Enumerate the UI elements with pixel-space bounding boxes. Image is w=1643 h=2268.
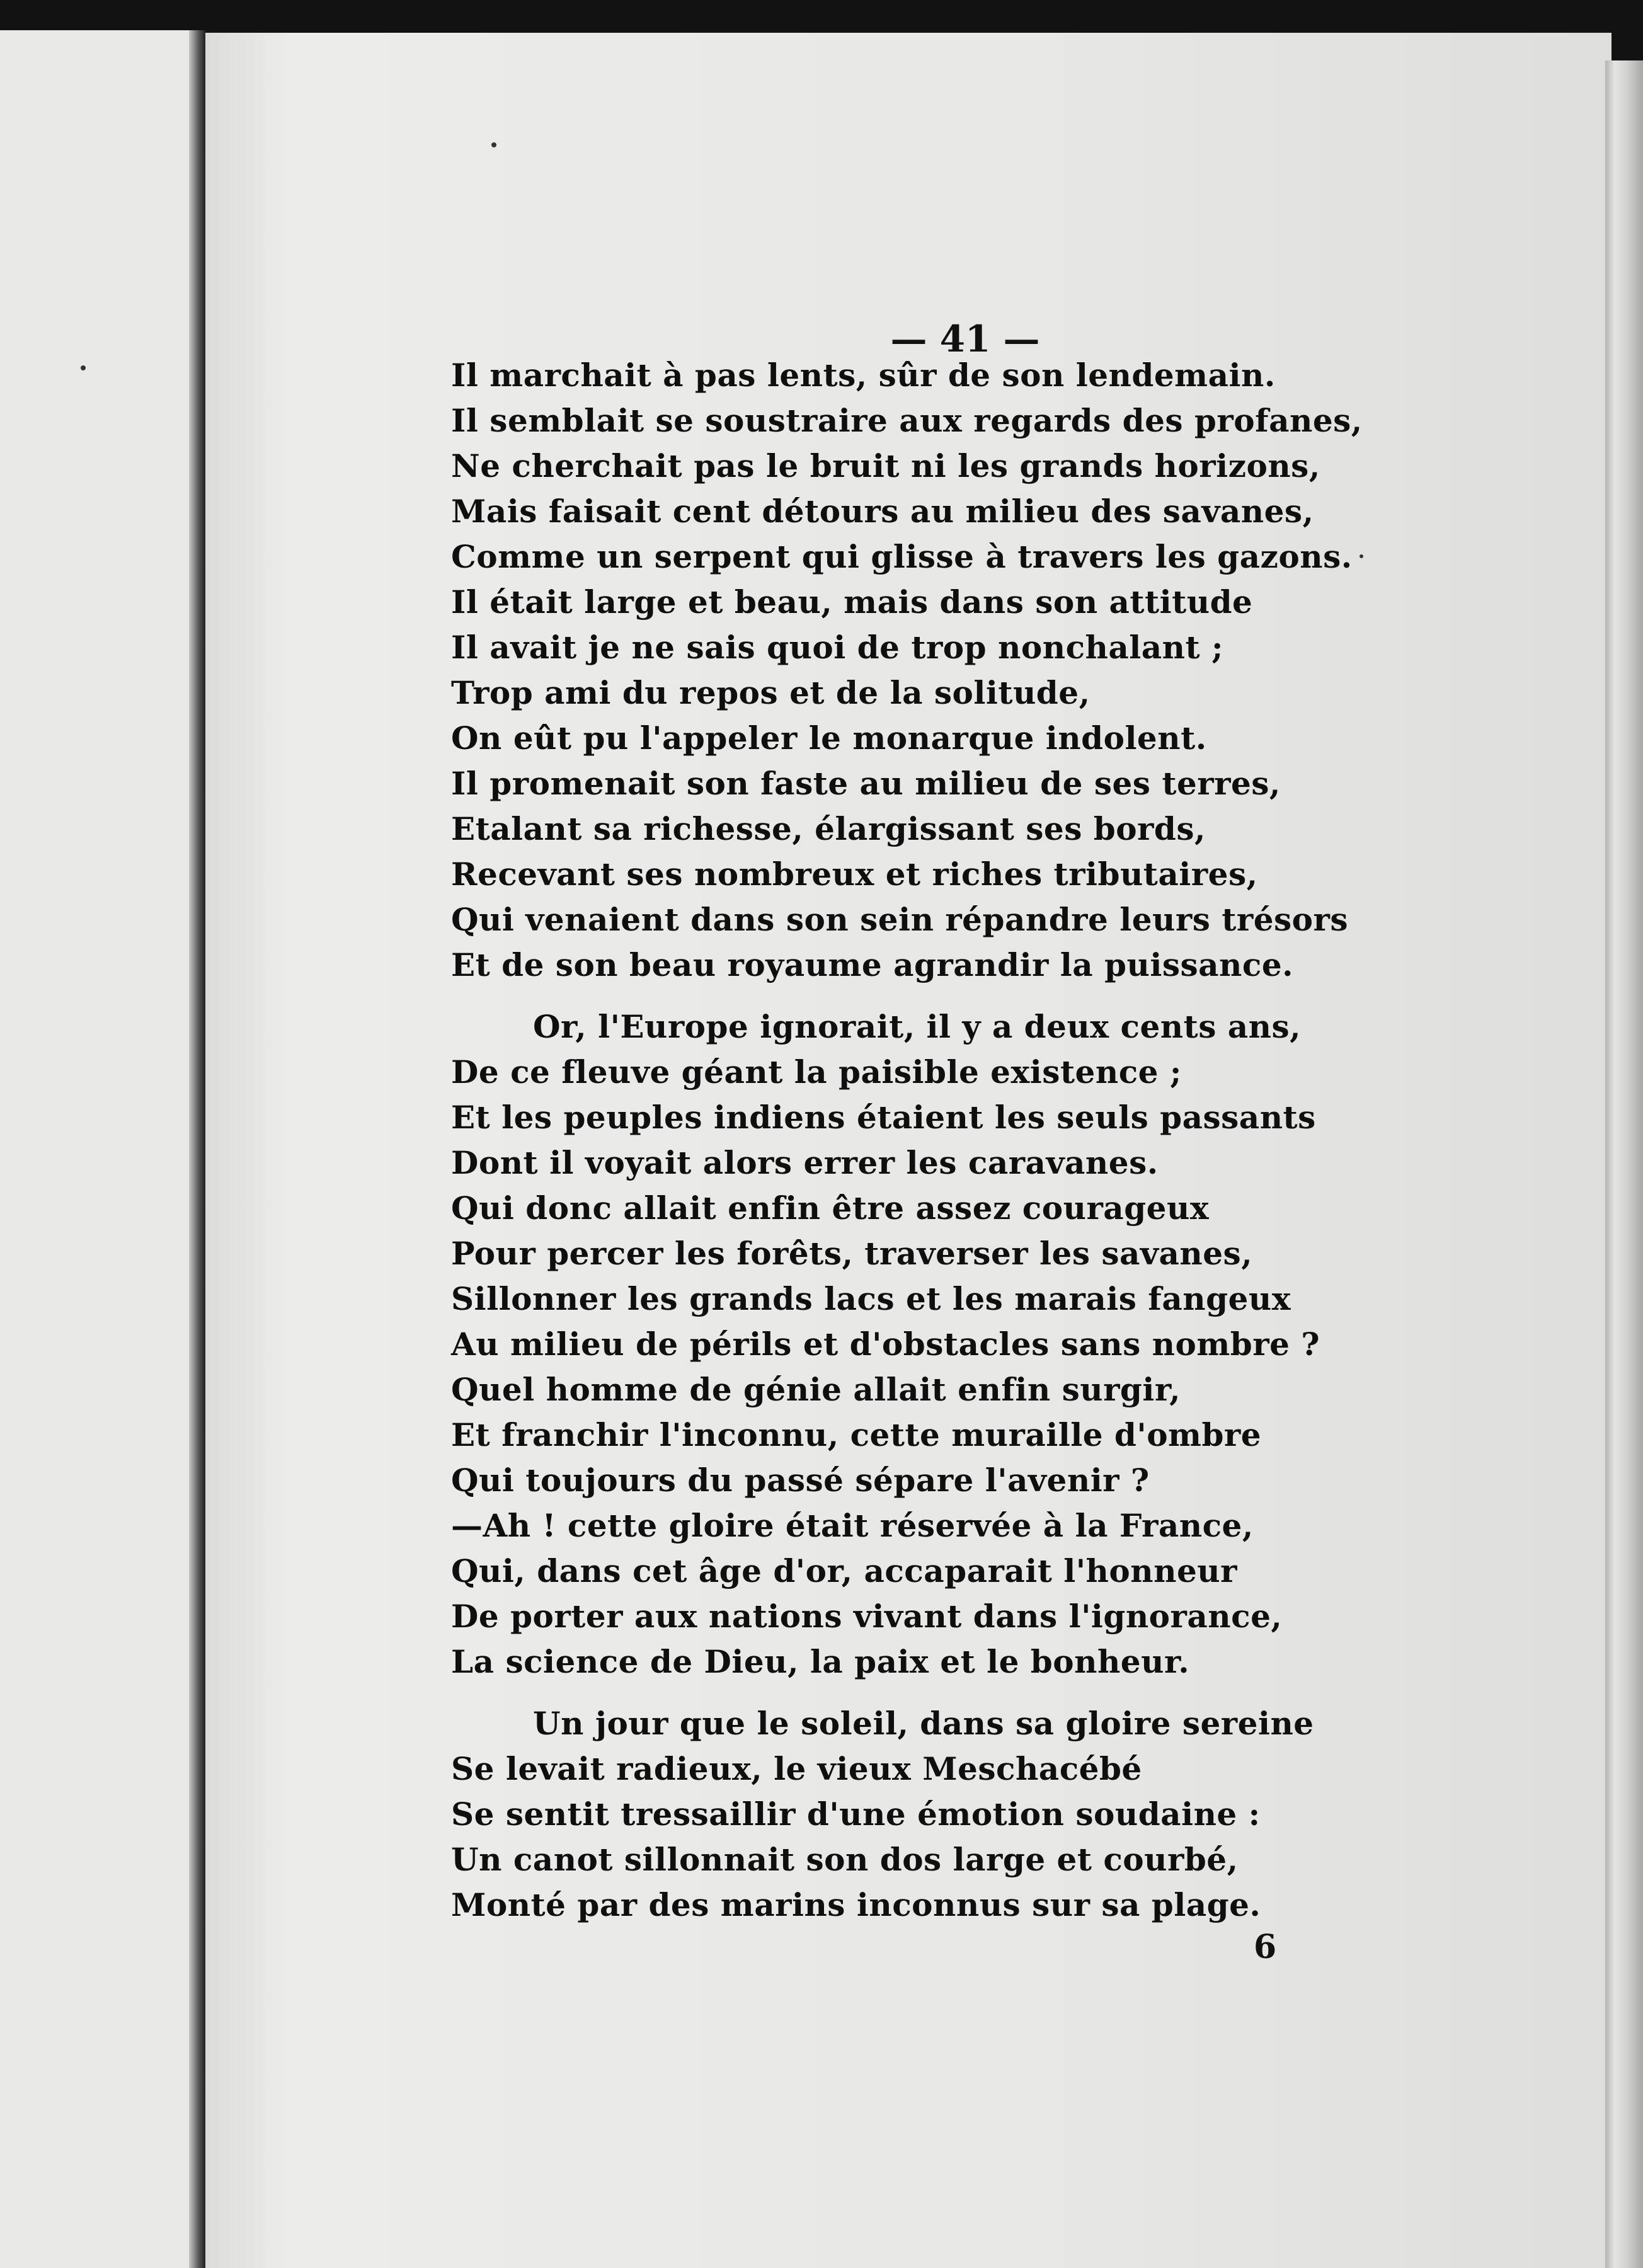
poem-line: Il avait je ne sais quoi de trop nonchalant ; bbox=[451, 629, 1223, 666]
poem-line: Qui, dans cet âge d'or, accaparait l'honneur bbox=[451, 1552, 1237, 1589]
poem-line: Qui donc allait enfin être assez courageux bbox=[451, 1189, 1210, 1227]
poem-line: Se sentit tressaillir d'une émotion soudaine : bbox=[451, 1796, 1261, 1833]
page-stack-edge bbox=[1605, 60, 1643, 2268]
poem-line: —Ah ! cette gloire était réservée à la France, bbox=[451, 1507, 1254, 1544]
poem-line: Qui toujours du passé sépare l'avenir ? bbox=[451, 1462, 1150, 1499]
previous-page-edge bbox=[0, 30, 197, 2268]
poem-line: Monté par des marins inconnus sur sa plage. bbox=[451, 1886, 1261, 1923]
poem-line: Un jour que le soleil, dans sa gloire sereine bbox=[533, 1705, 1314, 1742]
stanza-break bbox=[451, 1685, 1472, 1701]
ink-speck bbox=[1360, 554, 1363, 558]
poem-line: Mais faisait cent détours au milieu des savanes, bbox=[451, 493, 1314, 530]
poem-line: Trop ami du repos et de la solitude, bbox=[451, 674, 1091, 711]
poem-line: Dont il voyait alors errer les caravanes. bbox=[451, 1144, 1159, 1181]
stanza-1 bbox=[451, 353, 1472, 988]
poem-line: Sillonner les grands lacs et les marais fangeux bbox=[451, 1280, 1291, 1317]
poem-line: On eût pu l'appeler le monarque indolent. bbox=[451, 719, 1207, 757]
poem-line: Et de son beau royaume agrandir la puissance. bbox=[451, 946, 1294, 983]
poem-line: Et les peuples indiens étaient les seuls passants bbox=[451, 1099, 1316, 1136]
poem-line: Pour percer les forêts, traverser les savanes, bbox=[451, 1235, 1253, 1272]
poem-line: Or, l'Europe ignorait, il y a deux cents ans, bbox=[533, 1008, 1302, 1045]
poem-line: Qui venaient dans son sein répandre leurs trésors bbox=[451, 901, 1349, 938]
poem-line: Et franchir l'inconnu, cette muraille d'ombre bbox=[451, 1416, 1262, 1453]
poem-line: Un canot sillonnait son dos large et courbé, bbox=[451, 1841, 1239, 1878]
poem-line: De porter aux nations vivant dans l'ignorance, bbox=[451, 1598, 1283, 1635]
poem-line: Il était large et beau, mais dans son attitude bbox=[451, 583, 1253, 621]
ink-speck bbox=[491, 142, 496, 147]
stanza-3 bbox=[451, 1701, 1472, 1928]
stanza-2 bbox=[451, 1004, 1472, 1685]
ink-speck bbox=[81, 365, 86, 370]
poem-line: Se levait radieux, le vieux Meschacébé bbox=[451, 1750, 1142, 1787]
poem-body bbox=[451, 353, 1472, 1928]
poem-line: Au milieu de périls et d'obstacles sans nombre ? bbox=[451, 1326, 1320, 1363]
stanza-break bbox=[451, 988, 1472, 1004]
poem-line: Quel homme de génie allait enfin surgir, bbox=[451, 1371, 1181, 1408]
poem-line: La science de Dieu, la paix et le bonheur. bbox=[451, 1643, 1190, 1680]
poem-line: Ne cherchait pas le bruit ni les grands horizons, bbox=[451, 447, 1320, 484]
poem-line: Il semblait se soustraire aux regards des profanes, bbox=[451, 402, 1363, 439]
poem-line: De ce fleuve géant la paisible existence ; bbox=[451, 1053, 1182, 1091]
poem-line: Il promenait son faste au milieu de ses terres, bbox=[451, 765, 1281, 802]
page-number: — 41 — bbox=[890, 318, 1040, 360]
signature-mark: 6 bbox=[1254, 1928, 1277, 1966]
poem-line: Comme un serpent qui glisse à travers les gazons. bbox=[451, 538, 1353, 575]
poem-line: Recevant ses nombreux et riches tributaires, bbox=[451, 856, 1258, 893]
poem-line: Etalant sa richesse, élargissant ses bords, bbox=[451, 810, 1206, 847]
poem-line: Il marchait à pas lents, sûr de son lendemain. bbox=[451, 357, 1276, 394]
book-spine-shadow bbox=[189, 30, 205, 2268]
